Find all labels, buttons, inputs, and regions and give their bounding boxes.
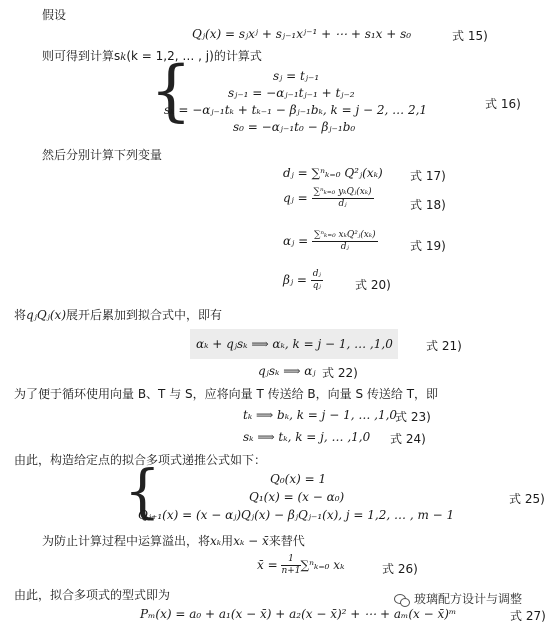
equation-number-15: 式 15) xyxy=(452,29,488,43)
left-brace-16: { xyxy=(150,52,192,129)
equation-26: x̄ = $\frac{1}{n+1}$ ∑ⁿₖ₌₀ xₖ xyxy=(257,554,345,576)
equation-number-18: 式 18) xyxy=(410,198,446,212)
equation-number-21: 式 21) xyxy=(426,339,462,353)
equation-number-19: 式 19) xyxy=(410,239,446,253)
equation-25-line-2: Q₁(x) = (x − α₀) xyxy=(249,490,345,504)
fraction-26: $\frac{1}{n+1}$ xyxy=(281,554,301,576)
text-assume: 假设 xyxy=(42,8,67,22)
equation-16-line-4: s₀ = −αⱼ₋₁t₀ − βⱼ₋₁b₀ xyxy=(233,120,356,134)
text-vector-loop: 为了便于循环使用向量 B、T 与 S，应将向量 T 传送给 B，向量 S 传送给 T，即 xyxy=(14,387,439,401)
equation-19: αⱼ = $\frac{\text{∑ⁿₖ₌₀ xₖQ²ⱼ(xₖ)}}{\text{dⱼ}}$ xyxy=(283,230,376,252)
equation-23: tₖ ⟹ bₖ, k = j − 1, … ,1,0 xyxy=(243,408,398,422)
text-then-compute-vars: 然后分别计算下列变量 xyxy=(42,148,163,162)
equation-20: βⱼ = $\frac{\text{dⱼ}}{\text{qⱼ}}$ xyxy=(283,269,321,291)
equation-21: αₖ + qⱼsₖ ⟹ αₖ, k = j − 1, … ,1,0 xyxy=(196,337,393,351)
watermark: 玻璃配方设计与调整 xyxy=(394,590,522,607)
equation-16-line-2: sⱼ₋₁ = −αⱼ₋₁tⱼ₋₁ + tⱼ₋₂ xyxy=(228,86,355,100)
fraction-19: $\frac{\text{∑ⁿₖ₌₀ xₖQ²ⱼ(xₖ)}}{\text{dⱼ}}$ xyxy=(313,230,376,252)
equation-number-27: 式 27) xyxy=(510,609,546,623)
equation-18: qⱼ = $\frac{\text{∑ⁿₖ₌₀ yₖQⱼ(xₖ)}}{\text{dⱼ}}$ xyxy=(283,187,372,209)
equation-16-line-1: sⱼ = tⱼ₋₁ xyxy=(273,69,320,83)
text-final-form: 由此，拟合多项式的型式即为 xyxy=(14,588,171,602)
equation-number-26: 式 26) xyxy=(382,562,418,576)
equation-number-20: 式 20) xyxy=(355,278,391,292)
equation-number-16: 式 16) xyxy=(485,97,521,111)
equation-number-22: 式 22) xyxy=(322,366,358,380)
fraction-18: $\frac{\text{∑ⁿₖ₌₀ yₖQⱼ(xₖ)}}{\text{dⱼ}}$ xyxy=(313,187,372,209)
fraction-20: $\frac{\text{dⱼ}}{\text{qⱼ}}$ xyxy=(312,269,321,291)
equation-number-17: 式 17) xyxy=(410,169,446,183)
equation-number-24: 式 24) xyxy=(390,432,426,446)
text-then-compute-sk: 则可得到计算sk(k = 1,2, … , j)的计算式 xyxy=(42,49,262,63)
equation-15: Qⱼ(x) = sⱼxʲ + sⱼ₋₁xʲ⁻¹ + ⋯ + s₁x + s₀ xyxy=(192,27,412,41)
equation-22: qⱼsₖ ⟹ αⱼ xyxy=(258,364,316,378)
left-brace-25: { xyxy=(124,457,161,525)
equation-24: sₖ ⟹ tₖ, k = j, … ,1,0 xyxy=(243,430,371,444)
equation-17: dⱼ = ∑ⁿₖ₌₀ Q²ⱼ(xₖ) xyxy=(283,166,383,180)
text-construct: 由此，构造给定点的拟合多项式递推公式如下： xyxy=(14,453,267,467)
text-expand: 将qⱼQⱼ(x)展开后累加到拟合式中，即有 xyxy=(14,308,223,322)
equation-27: Pₘ(x) = a₀ + a₁(x − x̄) + a₂(x − x̄)² + ⋯ + aₘ(x − x̄)ᵐ xyxy=(140,607,457,621)
equation-number-23: 式 23) xyxy=(395,410,431,424)
equation-16-line-3: sₖ = −αⱼ₋₁tₖ + tₖ₋₁ − βⱼ₋₁bₖ, k = j − 2, … 2,1 xyxy=(164,103,428,117)
equation-number-25: 式 25) xyxy=(509,492,545,506)
text-overflow: 为防止计算过程中运算溢出，将xₖ用xₖ − x̄来替代 xyxy=(42,534,305,548)
equation-25-line-1: Q₀(x) = 1 xyxy=(270,472,327,486)
equation-25-line-3: Qⱼ₊₁(x) = (x − αⱼ)Qⱼ(x) − βⱼQⱼ₋₁(x), j = 1,2, … , m − 1 xyxy=(138,508,455,522)
wechat-icon xyxy=(394,593,410,607)
